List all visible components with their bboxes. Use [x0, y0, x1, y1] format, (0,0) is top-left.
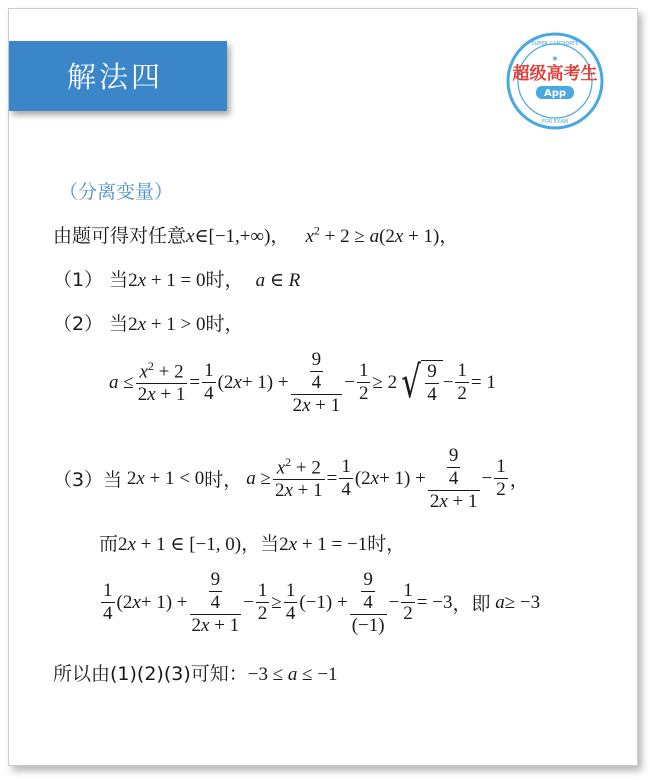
case3-line: （3） 当 2x + 1 < 0 时， a ≥ $\frac{x^2 + 2}{2x + 1}$ = $\frac{1}{4}$ (2 x + 1) + $\frac{\frac{9}{4}}{2x + 1}$ − $\frac{1}{2}$ ， [53, 445, 529, 512]
range-line: 而2x + 1 ∈ [−1, 0)，当2x + 1 = −1时， [99, 533, 406, 555]
svg-text:SUPER CANDIDATE: SUPER CANDIDATE [531, 41, 579, 47]
case2-when: 当 [109, 313, 129, 335]
case1-label: （1） [53, 269, 104, 291]
premise-text: 由题可得对任意 [53, 225, 187, 247]
case2-shi: 时， [205, 313, 244, 335]
case3-when: 当 [103, 469, 123, 492]
case1-when: 当 [109, 269, 129, 291]
premise-line: 由题可得对任意x∈[−1,+∞)， $x^2 + 2 \ge a(2x + 1)$， [53, 223, 459, 247]
case3-label: （3） [53, 469, 104, 492]
svg-text:App: App [543, 88, 567, 99]
svg-text:FOR EXAM: FOR EXAM [541, 119, 569, 125]
case1-shi: 时， [205, 269, 244, 291]
er-word: 而 [99, 533, 119, 555]
evaluation-formula: $\frac{1}{4}$ (2 x + 1) + $\frac{\frac{9}{4}}{2x + 1}$ − $\frac{1}{2}$ ≥ $\frac{1}{4}$ (−1) + $\frac{\frac{9}{4}}{(-1)}$ − $\frac{1}{2}$ = −3 ，即 a ≥ −3 [103, 569, 541, 636]
case2-formula: a ≤ $\frac{x^2 + 2}{2x + 1}$ = $\frac{1}{4}$ (2 x + 1) + $\frac{\frac{9}{4}}{2x + 1}$ − $\frac{1}{2}$ ≥ 2 √ $\frac{9}{4}$ − $\frac{1}{2}$ = 1 [109, 349, 496, 416]
ji-word: ，即 [452, 593, 491, 616]
dang-word: ，当 [241, 533, 280, 555]
case2-line: （2） 当2x + 1 > 0时， [53, 313, 244, 335]
premise-math: x∈[−1,+∞) [186, 226, 271, 247]
conclusion-text: 所以由(1)(2)(3)可知： [53, 663, 248, 685]
method-subtitle: （分离变量） [59, 181, 174, 203]
svg-text:超级高考生: 超级高考生 [512, 64, 598, 84]
svg-text:★: ★ [551, 54, 559, 63]
method-title: 解法四 [67, 60, 164, 94]
case3-shi: 时， [204, 469, 243, 492]
method-tab [9, 41, 227, 111]
page-card [8, 8, 638, 766]
case1-line: （1） 当2x + 1 = 0时， a ∈ R [53, 269, 301, 291]
shi-word: 时， [367, 533, 406, 555]
conclusion-line: 所以由(1)(2)(3)可知：−3 ≤ a ≤ −1 [53, 663, 338, 685]
case2-label: （2） [53, 313, 104, 335]
inequality-math: $x^2 + 2 \ge a(2x + 1)$ [305, 223, 440, 247]
app-logo-icon [505, 31, 605, 131]
